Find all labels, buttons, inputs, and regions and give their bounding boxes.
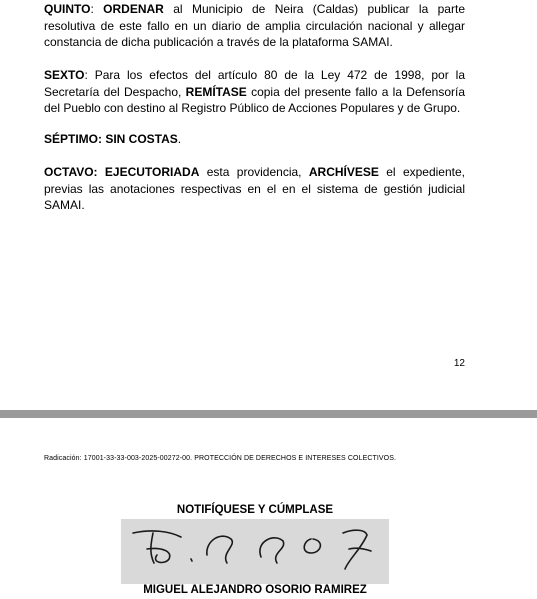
signer-name: MIGUEL ALEJANDRO OSORIO RAMIREZ (143, 584, 367, 596)
sexto-text-after: copia del presente fallo a la Defensoría del Pueblo con destino al Registro Público de Acciones Populares y de Grupo. (44, 84, 466, 116)
sexto-heading: SEXTO (44, 68, 85, 82)
signature-drawing (121, 519, 389, 584)
octavo-text-mid: esta providencia, (199, 165, 309, 179)
quinto-text: al Municipio de Neira (Caldas) publicar la parte resolutiva de este fallo en un diario de amplia circulación nacional y allegar constancia de dicha publicación a través de la plataforma SAMAI. (44, 2, 465, 50)
quinto-heading: QUINTO (44, 2, 91, 16)
quinto-colon: : (90, 2, 104, 16)
sexto-verb: REMÍTASE (185, 84, 247, 99)
quinto-verb: ORDENAR (103, 2, 164, 16)
octavo-heading: OCTAVO: EJECUTORIADA (44, 165, 200, 179)
closing-formula: NOTIFÍQUESE Y CÚMPLASE (176, 504, 334, 516)
page-number: 12 (453, 358, 465, 369)
resolution-sexto (44, 67, 465, 117)
handwritten-signature (121, 519, 389, 584)
resolution-septimo (44, 131, 465, 148)
page-separator (0, 410, 537, 418)
radicacion-header: Radicación: 17001-33-33-003-2025-00272-00. PROTECCIÓN DE DERECHOS E INTERESES COLECTIVOS. (44, 455, 397, 462)
septimo-text: SÉPTIMO: SIN COSTAS (44, 132, 178, 146)
sexto-text-before: : Para los efectos del artículo 80 de la Ley 472 de 1998, por la Secretaría del Despacho, (44, 68, 465, 99)
resolution-octavo (44, 164, 465, 214)
octavo-text-after: el expediente, previas las anotaciones respectivas en el en el sistema de gestión judicial SAMAI. (44, 165, 465, 213)
resolution-quinto (44, 1, 465, 51)
septimo-period: . (177, 132, 182, 146)
octavo-verb: ARCHÍVESE (308, 165, 379, 179)
